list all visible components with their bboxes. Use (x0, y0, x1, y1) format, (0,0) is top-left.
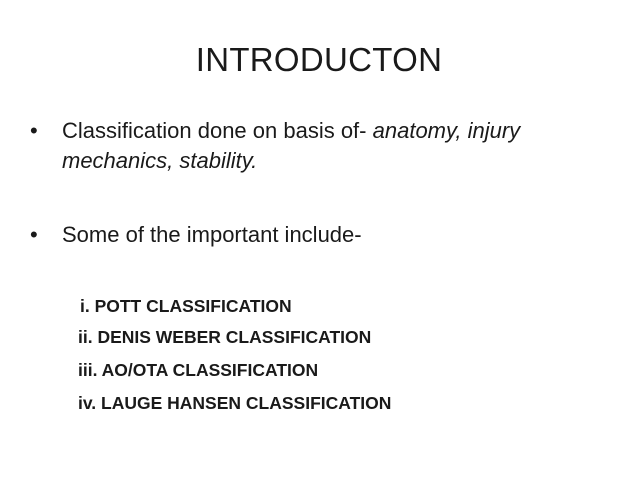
list-item-lauge-hansen: iv. LAUGE HANSEN CLASSIFICATION (78, 393, 392, 413)
bullet-classification (30, 116, 590, 176)
bullet-marker: • (30, 118, 38, 143)
bullet-important (30, 220, 590, 250)
bullet-text (30, 116, 590, 176)
list-item-pott: i. POTT CLASSIFICATION (80, 296, 292, 316)
bullet-marker: • (30, 222, 38, 247)
bullet-text-italic: anatomy, injury mechanics, stability. (62, 118, 521, 173)
bullet-text: Some of the important include- (62, 222, 362, 247)
list-item-denis-weber: ii. DENIS WEBER CLASSIFICATION (78, 327, 372, 347)
slide-title: INTRODUCTON (195, 41, 443, 78)
list-item-ao-ota: iii. AO/OTA CLASSIFICATION (78, 360, 319, 380)
bullet-text-regular: Classification done on basis of- (62, 118, 373, 143)
